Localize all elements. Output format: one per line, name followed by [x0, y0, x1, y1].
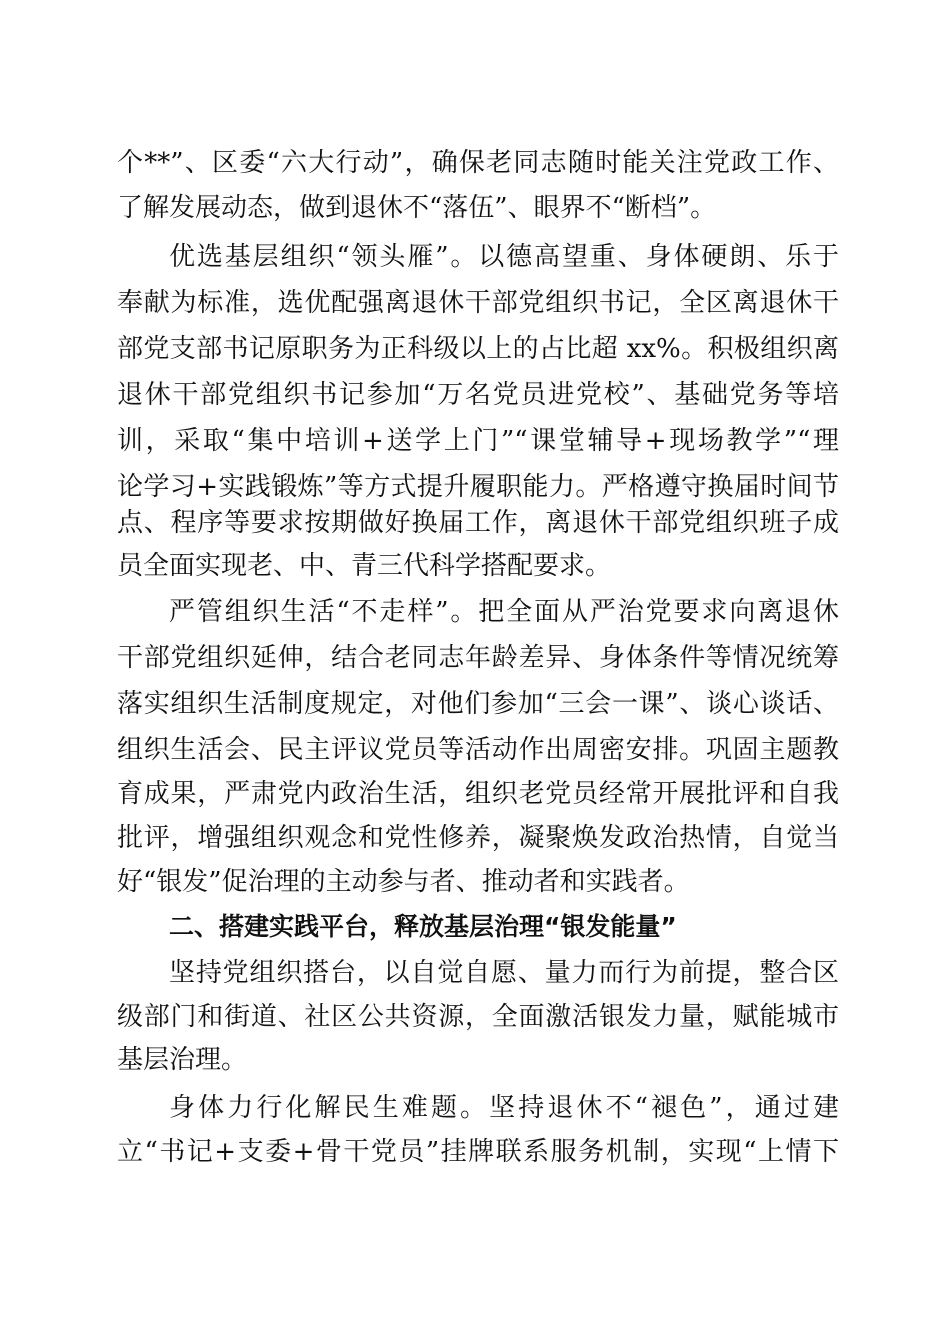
body-line: 部党支部书记原职务为正科级以上的占比超 xx%。积极组织离: [117, 334, 839, 364]
paragraph-first-line: 严管组织生活“不走样”。把全面从严治党要求向离退休: [169, 597, 839, 627]
paragraph-first-line: 身体力行化解民生难题。坚持退休不“褪色”，通过建: [169, 1093, 839, 1123]
section-heading: 二、搭建实践平台，释放基层治理“银发能量”: [169, 912, 677, 941]
body-line: 干部党组织延伸，结合老同志年龄差异、身体条件等情况统筹: [117, 643, 839, 673]
body-line: 了解发展动态，做到退休不“落伍”、眼界不“断档”。: [117, 193, 717, 223]
body-line: 级部门和街道、社区公共资源，全面激活银发力量，赋能城市: [117, 1002, 839, 1032]
body-line: 组织生活会、民主评议党员等活动作出周密安排。巩固主题教: [117, 735, 839, 765]
body-line: 落实组织生活制度规定，对他们参加“三会一课”、谈心谈话、: [117, 689, 839, 719]
body-line: 退休干部党组织书记参加“万名党员进党校”、基础党务等培: [117, 380, 839, 410]
body-line: 训，采取“集中培训+送学上门”“课堂辅导+现场教学”“理: [117, 426, 839, 456]
body-line: 点、程序等要求按期做好换届工作，离退休干部党组织班子成: [117, 508, 839, 538]
body-line: 批评，增强组织观念和党性修养，凝聚焕发政治热情，自觉当: [117, 823, 839, 853]
paragraph-first-line: 坚持党组织搭台，以自觉自愿、量力而行为前提，整合区: [169, 958, 839, 988]
body-line: 育成果，严肃党内政治生活，组织老党员经常开展批评和自我: [117, 779, 839, 809]
body-line: 论学习+实践锻炼”等方式提升履职能力。严格遵守换届时间节: [117, 472, 839, 502]
body-line: 立“书记+支委+骨干党员”挂牌联系服务机制，实现“上情下: [117, 1137, 839, 1167]
body-line: 奉献为标准，选优配强离退休干部党组织书记，全区离退休干: [117, 288, 839, 318]
body-line: 员全面实现老、中、青三代科学搭配要求。: [117, 551, 612, 581]
body-line: 基层治理。: [117, 1045, 248, 1075]
body-line: 好“银发”促治理的主动参与者、推动者和实践者。: [117, 867, 690, 897]
paragraph-first-line: 优选基层组织“领头雁”。以德高望重、身体硬朗、乐于: [169, 242, 839, 272]
body-line: 个**”、区委“六大行动”，确保老同志随时能关注党政工作、: [117, 148, 839, 178]
